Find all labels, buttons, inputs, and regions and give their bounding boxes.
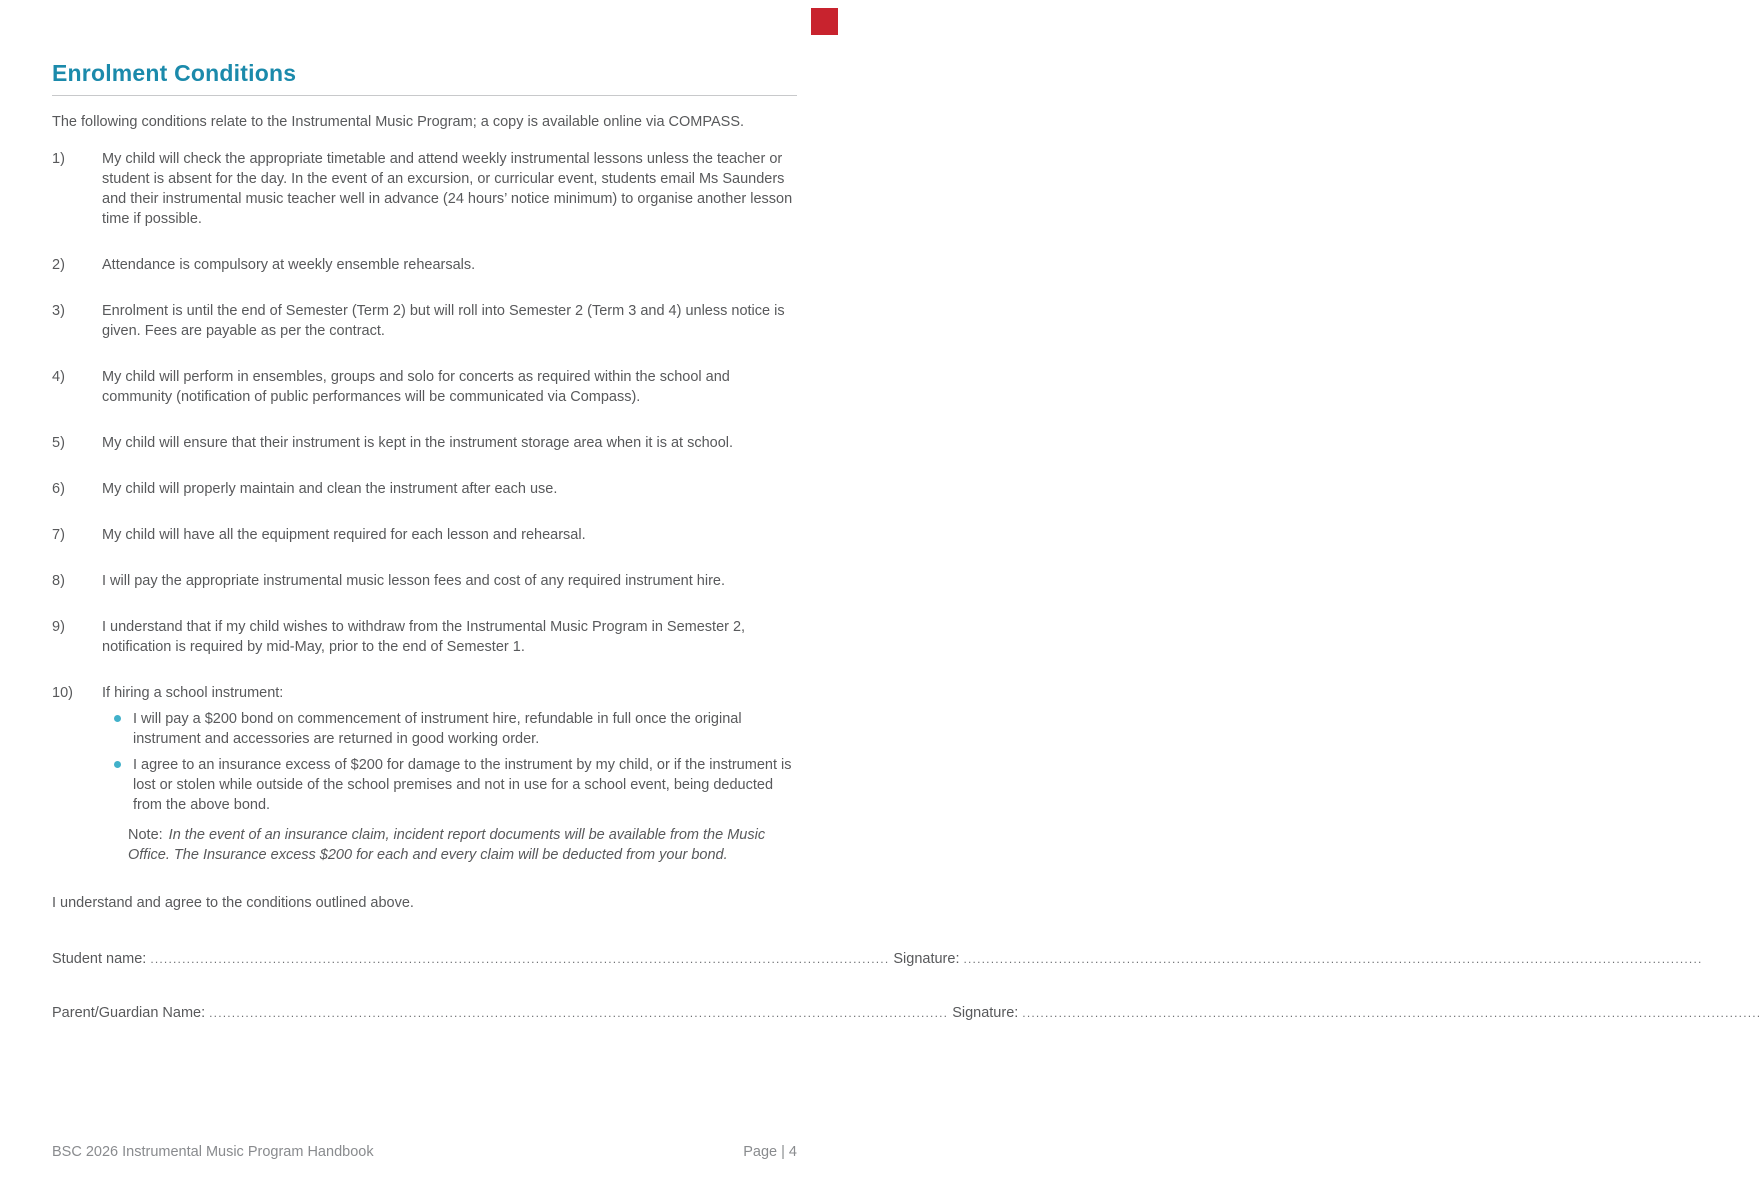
- condition-number: 7): [52, 527, 65, 543]
- condition-item-1: [52, 149, 797, 229]
- note-label: Note:: [128, 827, 163, 843]
- page-title: Enrolment Conditions: [52, 60, 297, 86]
- sub-bullet-text: I agree to an insurance excess of $200 for damage to the instrument by my child, or if the instrument is lost or stolen while outside of the school premises and not in use for a school event, being deducted from the above bond.: [133, 757, 792, 813]
- condition-number: 8): [52, 573, 65, 589]
- parent-signature-row: [52, 1003, 1019, 1023]
- condition-item-3: [52, 301, 797, 341]
- condition-text: If hiring a school instrument:: [102, 685, 284, 701]
- student-signature-line: [963, 949, 1702, 964]
- condition-number: 6): [52, 481, 65, 497]
- student-name-line: [150, 949, 889, 964]
- condition-number: 10): [52, 685, 73, 701]
- red-marker-square: [811, 8, 838, 35]
- condition-number: 9): [52, 619, 65, 635]
- condition-text: My child will check the appropriate timetable and attend weekly instrumental lessons unless the teacher or student is absent for the day. In the event of an excursion, or curricular event, students email Ms Saunders and their instrumental music teacher well in advance (24 hours’ notice minimum) to organise another lesson time if possible.: [102, 151, 793, 227]
- note-text: In the event of an insurance claim, incident report documents will be available from the Music Office. The Insurance excess $200 for each and every claim will be deducted from your bond.: [128, 827, 766, 863]
- sub-bullet-2: [102, 755, 797, 815]
- document-page: [0, 0, 1019, 1023]
- condition-text: Attendance is compulsory at weekly ensemble rehearsals.: [102, 257, 476, 273]
- student-signature-label: Signature:: [893, 951, 960, 967]
- condition-item-4: [52, 367, 797, 407]
- bullet-dot: [114, 761, 121, 768]
- footer-page-number: Page | 4: [743, 1144, 797, 1160]
- parent-name-label: Parent/Guardian Name:: [52, 1005, 206, 1021]
- intro-paragraph: The following conditions relate to the Instrumental Music Program; a copy is available online via COMPASS.: [52, 114, 745, 130]
- sub-bullet-1: [102, 709, 797, 749]
- insurance-note: [128, 825, 797, 865]
- parent-signature-line: [1022, 1003, 1761, 1018]
- condition-text: Enrolment is until the end of Semester (Term 2) but will roll into Semester 2 (Term 3 and 4) unless notice is given. Fees are payable as per the contract.: [102, 303, 785, 339]
- student-signature-row: [52, 949, 960, 969]
- condition-number: 3): [52, 303, 65, 319]
- conditions-list: [52, 149, 797, 865]
- condition-text: My child will properly maintain and clean the instrument after each use.: [102, 481, 558, 497]
- condition-item-8: [52, 571, 797, 591]
- condition-text: My child will ensure that their instrument is kept in the instrument storage area when it is at school.: [102, 435, 734, 451]
- condition-text: My child will have all the equipment required for each lesson and rehearsal.: [102, 527, 586, 543]
- agreement-statement: I understand and agree to the conditions outlined above.: [52, 895, 414, 911]
- condition-number: 1): [52, 151, 65, 167]
- condition-number: 5): [52, 435, 65, 451]
- condition-item-2: [52, 255, 797, 275]
- sub-bullet-text: I will pay a $200 bond on commencement of instrument hire, refundable in full once the original instrument and accessories are returned in good working order.: [133, 711, 742, 747]
- condition-item-5: [52, 433, 797, 453]
- condition-item-7: [52, 525, 797, 545]
- heading-divider: [52, 95, 797, 96]
- condition-item-10: [52, 683, 797, 865]
- condition-text: I will pay the appropriate instrumental music lesson fees and cost of any required instrument hire.: [102, 573, 726, 589]
- student-name-label: Student name:: [52, 951, 147, 967]
- parent-name-line: [209, 1003, 948, 1018]
- condition-text: I understand that if my child wishes to withdraw from the Instrumental Music Program in Semester 2, notification is required by mid-May, prior to the end of Semester 1.: [102, 619, 746, 655]
- condition-item-6: [52, 479, 797, 499]
- condition-number: 2): [52, 257, 65, 273]
- footer-handbook-title: BSC 2026 Instrumental Music Program Handbook: [52, 1144, 374, 1160]
- condition-text: My child will perform in ensembles, groups and solo for concerts as required within the school and community (notification of public performances will be communicated via Compass).: [102, 369, 730, 405]
- condition-item-9: [52, 617, 797, 657]
- parent-signature-label: Signature:: [952, 1005, 1019, 1021]
- bullet-dot: [114, 715, 121, 722]
- condition-number: 4): [52, 369, 65, 385]
- page-footer: [52, 1144, 797, 1160]
